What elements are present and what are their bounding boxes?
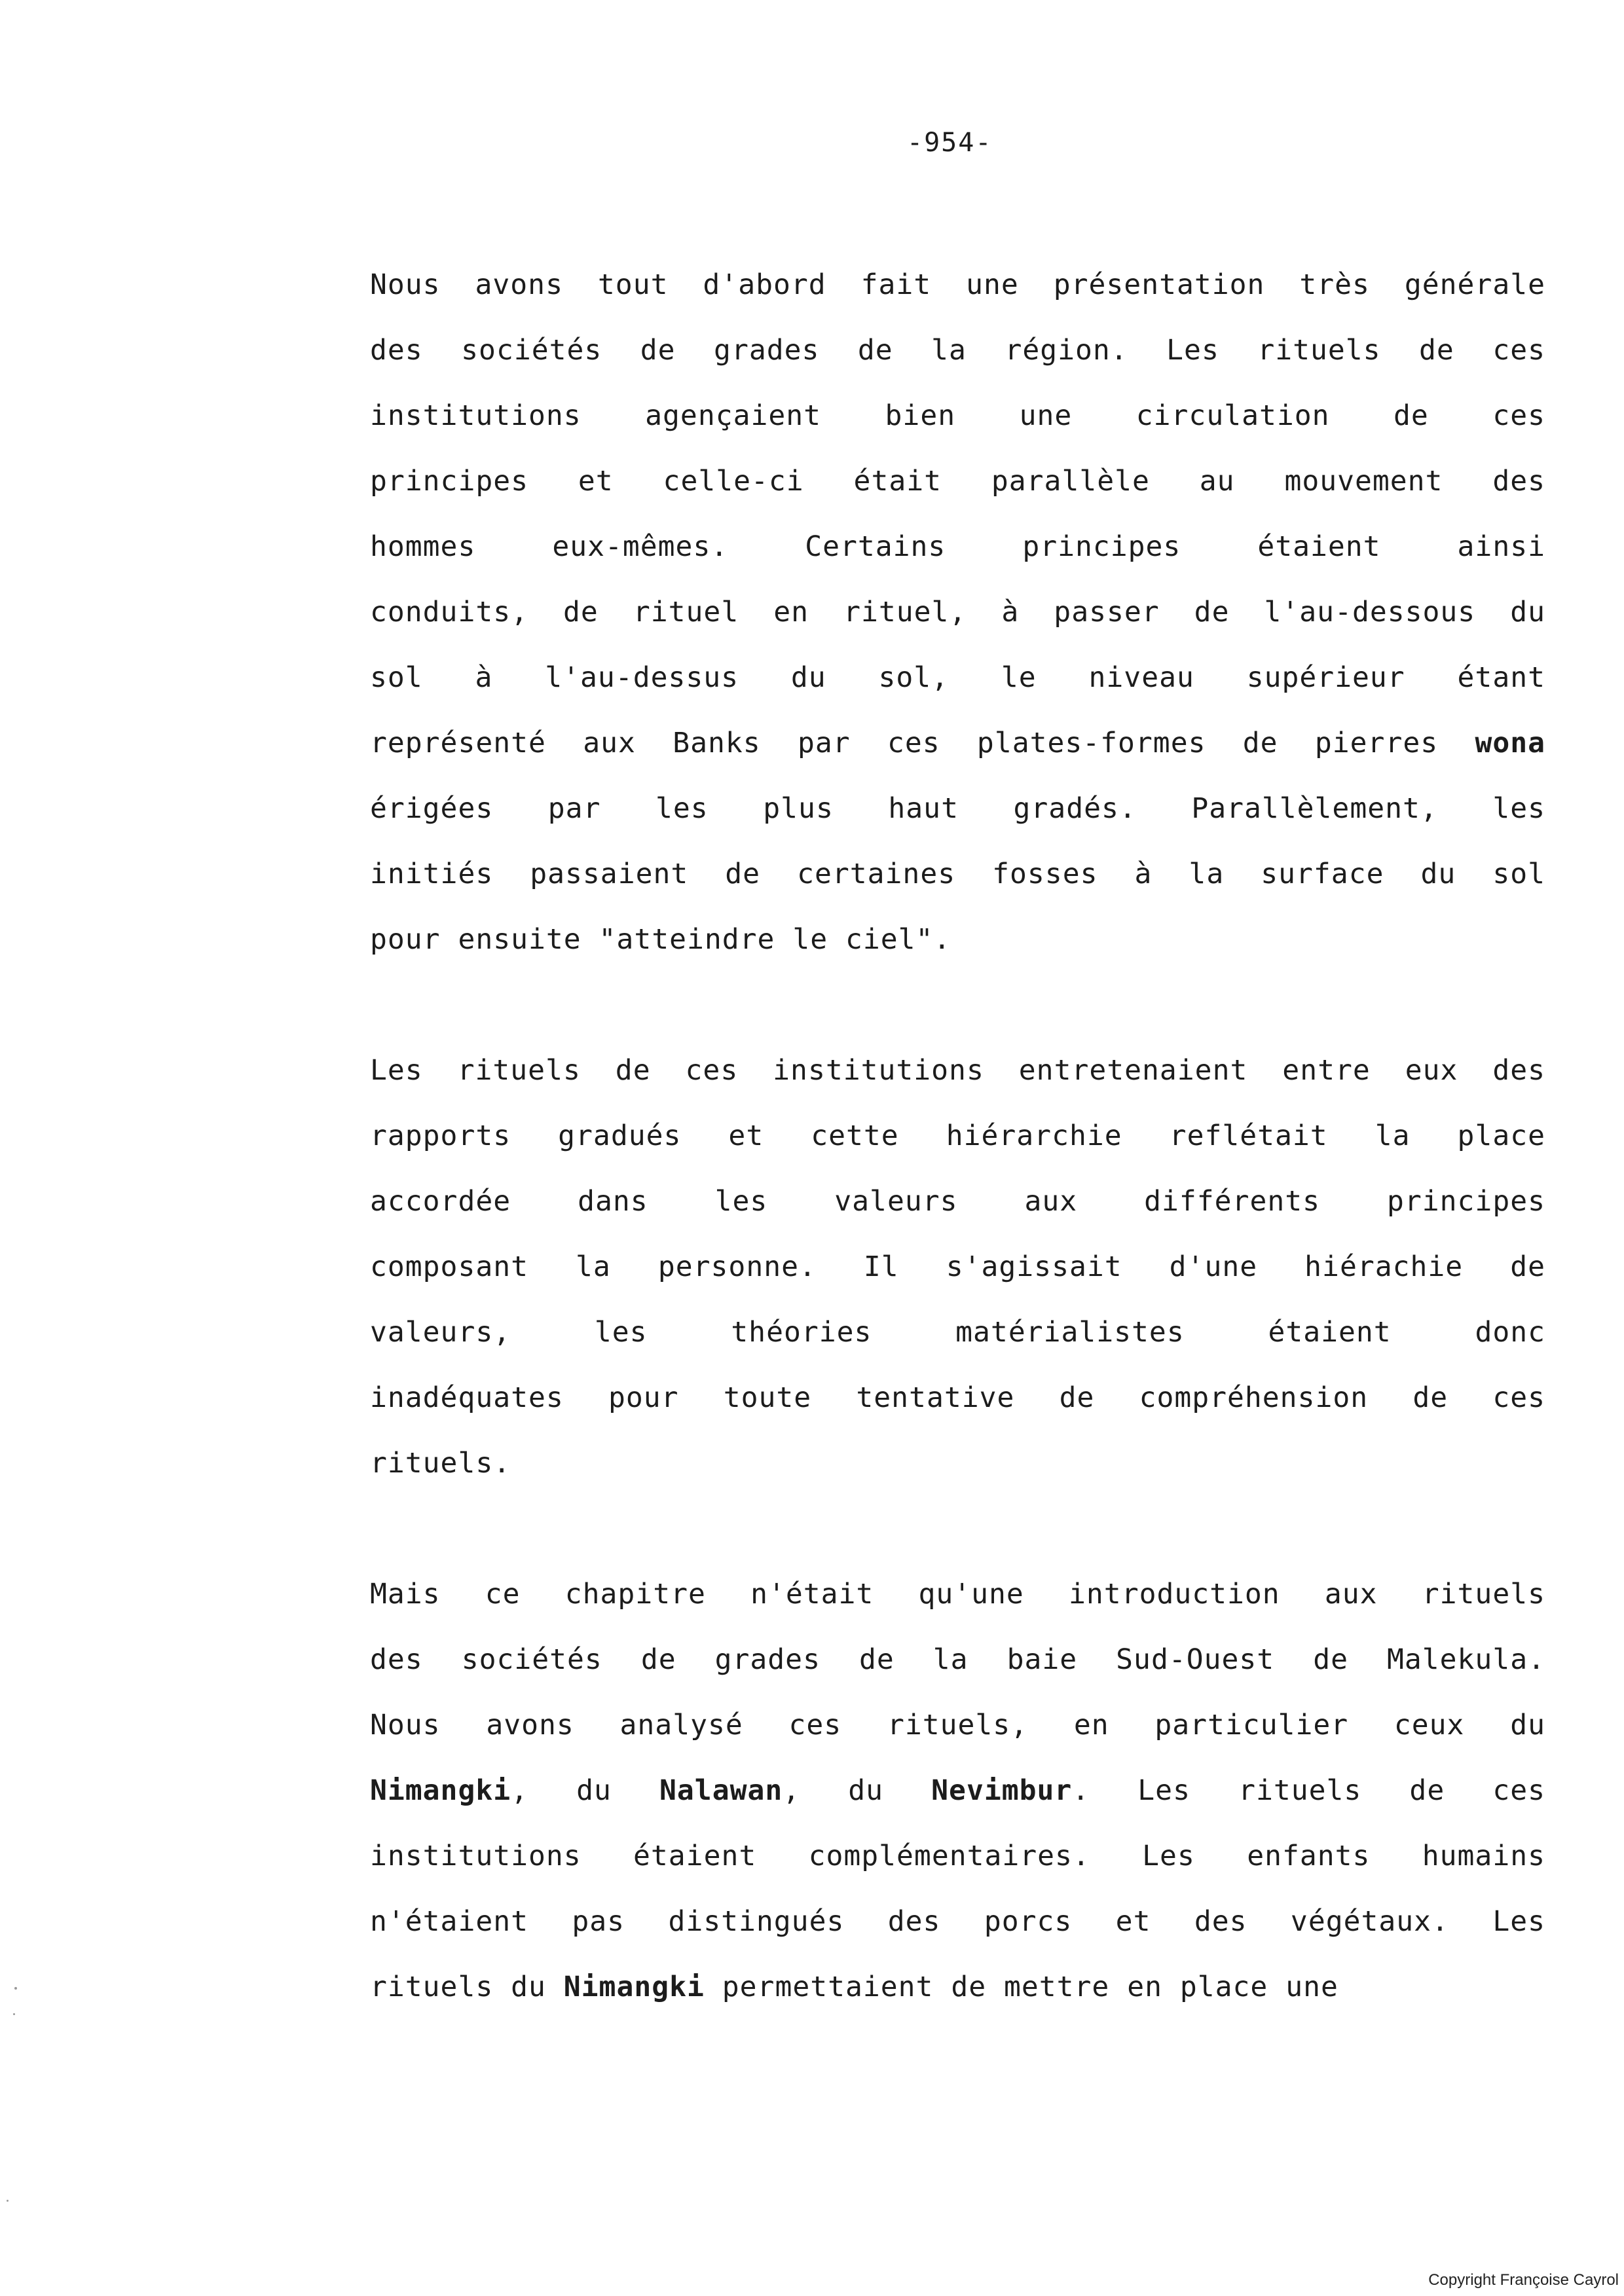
bold-term: Nimangki <box>370 1774 511 1807</box>
text-segment: institutions étaient complémentaires. Les enfants humains <box>370 1840 1545 1872</box>
text-line <box>370 658 1545 697</box>
text-segment: Les rituels de ces institutions entretenaient entre eux des <box>370 1054 1545 1087</box>
scan-speck <box>7 2200 9 2202</box>
text-segment: rituels du <box>370 1971 564 2003</box>
page-number: -954- <box>907 128 993 158</box>
text-line <box>370 1313 1545 1352</box>
text-segment: pour ensuite "atteindre le ciel". <box>370 923 951 956</box>
text-segment: Nous avons tout d'abord fait une présentation très générale <box>370 268 1545 301</box>
text-segment: institutions agençaient bien une circulation de ces <box>370 399 1545 432</box>
text-line <box>370 1444 1545 1483</box>
text-segment: représenté aux Banks par ces plates-formes de pierres <box>370 727 1475 759</box>
text-segment: des sociétés de grades de la région. Les rituels de ces <box>370 334 1545 367</box>
text-line <box>370 1902 1545 1941</box>
text-segment: rituels. <box>370 1447 511 1480</box>
text-line <box>370 1575 1545 1614</box>
bold-term: Nimangki <box>563 1971 705 2003</box>
text-line <box>370 789 1545 828</box>
text-segment: rapports gradués et cette hiérarchie reflétait la place <box>370 1120 1545 1152</box>
text-segment: érigées par les plus haut gradés. Parallèlement, les <box>370 792 1545 825</box>
text-line <box>370 1051 1545 1090</box>
text-line <box>370 527 1545 566</box>
text-segment: inadéquates pour toute tentative de compréhension de ces <box>370 1381 1545 1414</box>
scan-speck <box>14 1987 17 1990</box>
text-line <box>370 1182 1545 1221</box>
text-segment: , du <box>511 1774 660 1807</box>
text-segment: permettaient de mettre en place une <box>704 1971 1338 2003</box>
text-segment: valeurs, les théories matérialistes étaient donc <box>370 1316 1545 1349</box>
text-line <box>370 1836 1545 1876</box>
text-segment: hommes eux-mêmes. Certains principes étaient ainsi <box>370 530 1545 563</box>
text-line <box>370 1705 1545 1745</box>
text-segment: principes et celle-ci était parallèle au mouvement des <box>370 465 1545 498</box>
text-line <box>370 723 1545 763</box>
bold-term: Nalawan <box>659 1774 783 1807</box>
text-line <box>370 920 1545 959</box>
text-line <box>370 462 1545 501</box>
copyright-notice: Copyright Françoise Cayrol <box>1428 2271 1619 2289</box>
text-line <box>370 592 1545 632</box>
text-segment: sol à l'au-dessus du sol, le niveau supérieur étant <box>370 661 1545 694</box>
text-line <box>370 331 1545 370</box>
text-line <box>370 1640 1545 1679</box>
text-segment: n'étaient pas distingués des porcs et des végétaux. Les <box>370 1905 1545 1938</box>
text-line <box>370 854 1545 894</box>
text-segment: Mais ce chapitre n'était qu'une introduction aux rituels <box>370 1578 1545 1611</box>
text-segment: Nous avons analysé ces rituels, en particulier ceux du <box>370 1709 1545 1741</box>
text-segment: des sociétés de grades de la baie Sud-Ouest de Malekula. <box>370 1643 1545 1676</box>
text-line <box>370 1378 1545 1417</box>
text-line <box>370 1247 1545 1286</box>
text-segment: , du <box>783 1774 932 1807</box>
text-line <box>370 396 1545 435</box>
text-segment: initiés passaient de certaines fosses à la surface du sol <box>370 858 1545 890</box>
text-segment: composant la personne. Il s'agissait d'une hiérachie de <box>370 1250 1545 1283</box>
text-line <box>370 265 1545 304</box>
bold-term: wona <box>1475 727 1545 759</box>
text-segment: conduits, de rituel en rituel, à passer de l'au-dessous du <box>370 596 1545 629</box>
text-segment: accordée dans les valeurs aux différents principes <box>370 1185 1545 1218</box>
scan-speck <box>13 2013 15 2015</box>
text-segment: . Les rituels de ces <box>1072 1774 1545 1807</box>
bold-term: Nevimbur <box>931 1774 1073 1807</box>
text-line <box>370 1771 1545 1810</box>
text-line <box>370 1116 1545 1156</box>
text-line <box>370 1967 1545 2007</box>
